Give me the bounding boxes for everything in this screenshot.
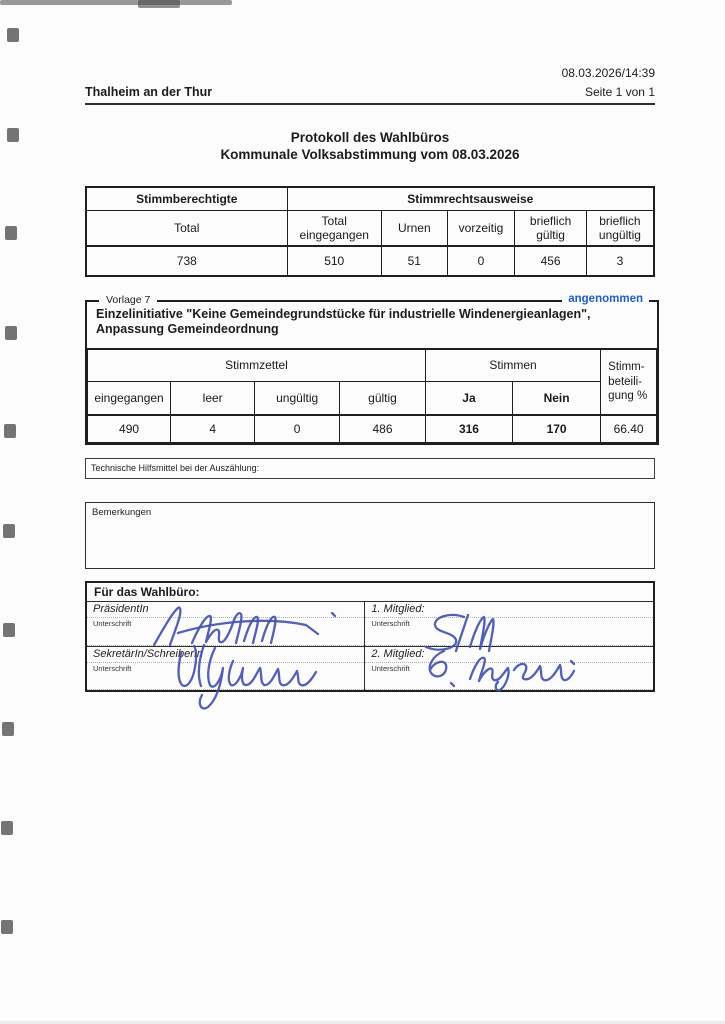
- technical-aids-label: Technische Hilfsmittel bei der Auszählung:: [91, 463, 260, 473]
- summary-val-brieflich-gueltig: 456: [515, 246, 587, 276]
- summary-col-total-eingegangen: Total eingegangen: [287, 211, 381, 247]
- vorlage-col-leer: leer: [171, 382, 255, 416]
- scan-artifact: [5, 326, 17, 340]
- vorlage-val-leer: 4: [171, 415, 255, 443]
- summary-table: [85, 186, 655, 277]
- scan-artifact: [3, 623, 15, 637]
- vorlage-val-ungueltig: 0: [255, 415, 340, 443]
- document-title: [85, 130, 655, 164]
- scan-artifact: [7, 128, 19, 142]
- summary-val-total-eingegangen: 510: [287, 246, 381, 276]
- president-label: PräsidentIn: [87, 602, 364, 618]
- vorlage-title-line1: Einzelinitiative "Keine Gemeindegrundstücke für industrielle Windenergieanlagen",: [96, 307, 591, 321]
- scan-artifact: [5, 226, 17, 240]
- vorlage-col-ungueltig: ungültig: [255, 382, 340, 416]
- signature-grid: [87, 602, 653, 690]
- member1-label: 1. Mitglied:: [365, 602, 653, 618]
- member2-label: 2. Mitglied:: [365, 647, 653, 663]
- vorlage-col-nein: Nein: [512, 382, 600, 416]
- scan-artifact: [2, 722, 14, 736]
- summary-col-brieflich-gueltig: brieflich gültig: [515, 211, 587, 247]
- vorlage-col-gueltig: gültig: [340, 382, 426, 416]
- scan-artifact: [4, 424, 16, 438]
- unterschrift-label: Unterschrift: [93, 663, 132, 673]
- vorlage-label: Vorlage 7: [99, 294, 157, 306]
- vorlage-val-nein: 170: [512, 415, 600, 443]
- vorlage-result-table: [87, 348, 657, 443]
- summary-val-urnen: 51: [381, 246, 447, 276]
- scan-artifact: [1, 821, 13, 835]
- summary-col-total: Total: [86, 211, 287, 247]
- print-datetime: 08.03.2026/14:39: [561, 66, 655, 80]
- summary-val-total: 738: [86, 246, 287, 276]
- signature-block-president: [87, 602, 364, 646]
- summary-col-urnen: Urnen: [381, 211, 447, 247]
- summary-group-stimmrechtsausweise: Stimmrechtsausweise: [287, 187, 654, 211]
- signature-col-right: [364, 602, 653, 690]
- document-title-line2: Kommunale Volksabstimmung vom 08.03.2026: [220, 146, 520, 162]
- vorlage-col-ja: Ja: [425, 382, 512, 416]
- vorlage-col-eingegangen: eingegangen: [88, 382, 171, 416]
- page-number: Seite 1 von 1: [584, 85, 655, 99]
- municipality-name: Thalheim an der Thur: [85, 85, 213, 99]
- signature-block-member2: [365, 646, 653, 691]
- secretary-signature-line: [87, 663, 364, 691]
- vorlage-result-badge: angenommen: [562, 293, 649, 305]
- vorlage-group-stimmen: Stimmen: [425, 349, 600, 382]
- scan-artifact: [3, 524, 15, 538]
- scan-artifact: [7, 28, 19, 42]
- remarks-box: [85, 502, 655, 569]
- signature-block-secretary: [87, 646, 364, 691]
- vorlage-box: [85, 293, 659, 445]
- vorlage-val-gueltig: 486: [340, 415, 426, 443]
- header-rule: [85, 103, 655, 105]
- summary-table-wrap: [85, 186, 655, 277]
- signature-block-member1: [365, 602, 653, 646]
- signature-box-header: Für das Wahlbüro:: [87, 583, 653, 602]
- scan-artifact: [1, 920, 13, 934]
- unterschrift-label: Unterschrift: [371, 663, 410, 673]
- vorlage-col-stimmbeteiligung: Stimm- beteili- gung %: [601, 349, 657, 415]
- unterschrift-label: Unterschrift: [93, 619, 132, 628]
- member2-signature-line: [365, 663, 653, 691]
- summary-group-stimmberechtigte: Stimmberechtigte: [86, 187, 287, 211]
- technical-aids-box: [85, 458, 655, 479]
- secretary-label: SekretärIn/SchreiberIn: [87, 647, 364, 663]
- vorlage-val-stimmbeteiligung: 66.40: [601, 415, 657, 443]
- summary-val-vorzeitig: 0: [447, 246, 515, 276]
- member1-signature-line: [365, 618, 653, 646]
- remarks-label: Bemerkungen: [92, 507, 152, 518]
- vorlage-val-ja: 316: [425, 415, 512, 443]
- president-signature-line: [87, 618, 364, 646]
- document-title-line1: Protokoll des Wahlbüros: [290, 130, 450, 145]
- unterschrift-label: Unterschrift: [371, 619, 410, 628]
- summary-val-brieflich-ungueltig: 3: [586, 246, 654, 276]
- summary-col-vorzeitig: vorzeitig: [447, 211, 515, 247]
- signature-box: [85, 581, 655, 692]
- signature-col-left: [87, 602, 364, 690]
- vorlage-title: [87, 302, 657, 348]
- summary-col-brieflich-ungueltig: brieflich ungültig: [586, 211, 654, 247]
- vorlage-title-line2: Anpassung Gemeindeordnung: [96, 322, 279, 337]
- vorlage-group-stimmzettel: Stimmzettel: [88, 349, 426, 382]
- vorlage-val-eingegangen: 490: [88, 415, 171, 443]
